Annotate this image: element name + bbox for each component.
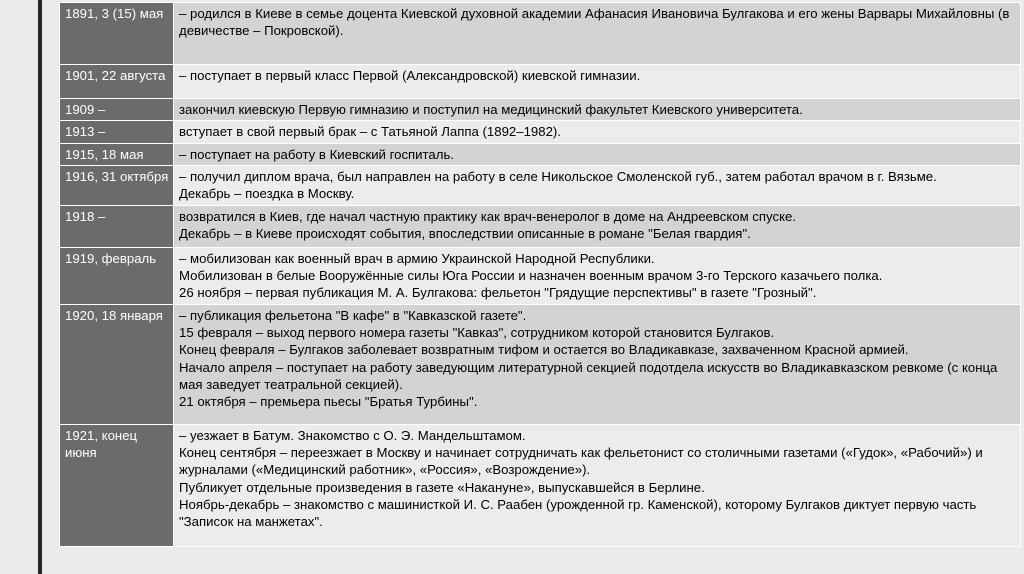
timeline-event-cell [174, 121, 1021, 143]
timeline-date: 1915, 18 мая [65, 146, 144, 162]
timeline-date: 1921, конец июня [65, 427, 138, 460]
timeline-date-cell [60, 165, 174, 205]
timeline-event-line: – поступает на работу в Киевский госпиталь. [179, 146, 454, 162]
timeline-event-line: Мобилизован в белые Вооружённые силы Юга России и назначен военным врачом 3-го Терского казачьего полка. [179, 268, 883, 284]
timeline-event-cell [174, 143, 1021, 165]
timeline-event-line: 15 февраля – выход первого номера газеты "Кавказ", сотрудником которой становится Булгаков. [179, 325, 775, 341]
timeline-row [60, 3, 1021, 65]
timeline-row [60, 424, 1021, 546]
timeline-event-cell [174, 424, 1021, 546]
timeline-row [60, 121, 1021, 143]
timeline-event-line: Публикует отдельные произведения в газете «Накануне», выпускавшейся в Берлине. [179, 479, 705, 495]
timeline-date: 1909 – [65, 102, 106, 117]
timeline-date-cell [60, 143, 174, 165]
slide-edge-bar [38, 0, 42, 574]
timeline-event-line: Начало апреля – поступает на работу заведующим литературной секцией подотдела искусств во Владикавказском ревкоме (с конца мая заведует театральной секцией). [179, 359, 998, 392]
timeline-event-line: – уезжает в Батум. Знакомство с О. Э. Мандельштамом. [179, 427, 526, 443]
timeline-row [60, 143, 1021, 165]
timeline-event-line: 21 октября – премьера пьесы "Братья Турбины". [179, 394, 478, 410]
timeline-date-cell [60, 3, 174, 65]
timeline-event-cell [174, 165, 1021, 205]
timeline-event-line: – поступает в первый класс Первой (Александровской) киевской гимназии. [179, 68, 641, 83]
timeline-date: 1913 – [65, 124, 106, 140]
timeline-date-cell [60, 424, 174, 546]
timeline-date-cell [60, 121, 174, 143]
timeline-date: 1901, 22 августа [65, 68, 166, 83]
biography-timeline-table [59, 2, 1021, 547]
timeline-event-line: Конец февраля – Булгаков заболевает возвратным тифом и остается во Владикавказе, захваченном Красной армией. [179, 342, 909, 358]
timeline-row [60, 247, 1021, 304]
timeline-event-cell [174, 247, 1021, 304]
timeline-date: 1891, 3 (15) мая [65, 6, 164, 21]
timeline-date: 1919, февраль [65, 250, 157, 266]
timeline-event-cell [174, 3, 1021, 65]
timeline-event-line: 26 ноября – первая публикация М. А. Булгакова: фельетон "Грядущие перспективы" в газете "Грозный". [179, 285, 817, 301]
timeline-event-line: возвратился в Киев, где начал частную практику как врач-венеролог в доме на Андреевском спуске. [179, 208, 796, 224]
timeline-event-line: – получил диплом врача, был направлен на работу в селе Никольское Смоленской губ., затем работал врачом в г. Вязьме. [179, 168, 937, 184]
timeline-event-line: Ноябрь-декабрь – знакомство с машинисткой И. С. Раабен (урожденной гр. Каменской), которому Булгаков диктует первую часть "Записок на манжетах". [179, 496, 977, 530]
timeline-row [60, 99, 1021, 121]
timeline-date-cell [60, 205, 174, 247]
timeline-date: 1918 – [65, 208, 106, 224]
timeline-event-cell [174, 304, 1021, 424]
timeline-row [60, 165, 1021, 205]
timeline-row [60, 304, 1021, 424]
timeline-date-cell [60, 304, 174, 424]
timeline-event-cell [174, 205, 1021, 247]
timeline-date-cell [60, 65, 174, 99]
timeline-event-line: Декабрь – поездка в Москву. [179, 186, 355, 202]
timeline-event-line: Конец сентября – переезжает в Москву и начинает сотрудничать как фельетонист со столичными газетами («Гудок», «Рабочий») и журналами («Медицинский работник», «Россия», «Возрождение»). [179, 445, 983, 478]
timeline-event-line: – публикация фельетона "В кафе" в "Кавказской газете". [179, 307, 527, 323]
timeline-date: 1920, 18 января [65, 307, 163, 323]
timeline-date-cell [60, 247, 174, 304]
timeline-event-line: вступает в свой первый брак – с Татьяной Лаппа (1892–1982). [179, 124, 561, 140]
timeline-event-cell [174, 65, 1021, 99]
timeline-row [60, 205, 1021, 247]
timeline-event-line: закончил киевскую Первую гимназию и поступил на медицинский факультет Киевского университета. [179, 102, 803, 117]
timeline-event-line: – мобилизован как военный врач в армию Украинской Народной Республики. [179, 250, 655, 266]
timeline-event-line: – родился в Киеве в семье доцента Киевской духовной академии Афанасия Ивановича Булгакова и его жены Варвары Михайловны (в девичестве – Покровской). [179, 6, 1010, 39]
timeline-event-cell [174, 99, 1021, 121]
timeline-date-cell [60, 99, 174, 121]
timeline-date: 1916, 31 октября [65, 168, 169, 184]
timeline-event-line: Декабрь – в Киеве происходят события, впоследствии описанные в романе "Белая гвардия". [179, 226, 751, 242]
timeline-row [60, 65, 1021, 99]
